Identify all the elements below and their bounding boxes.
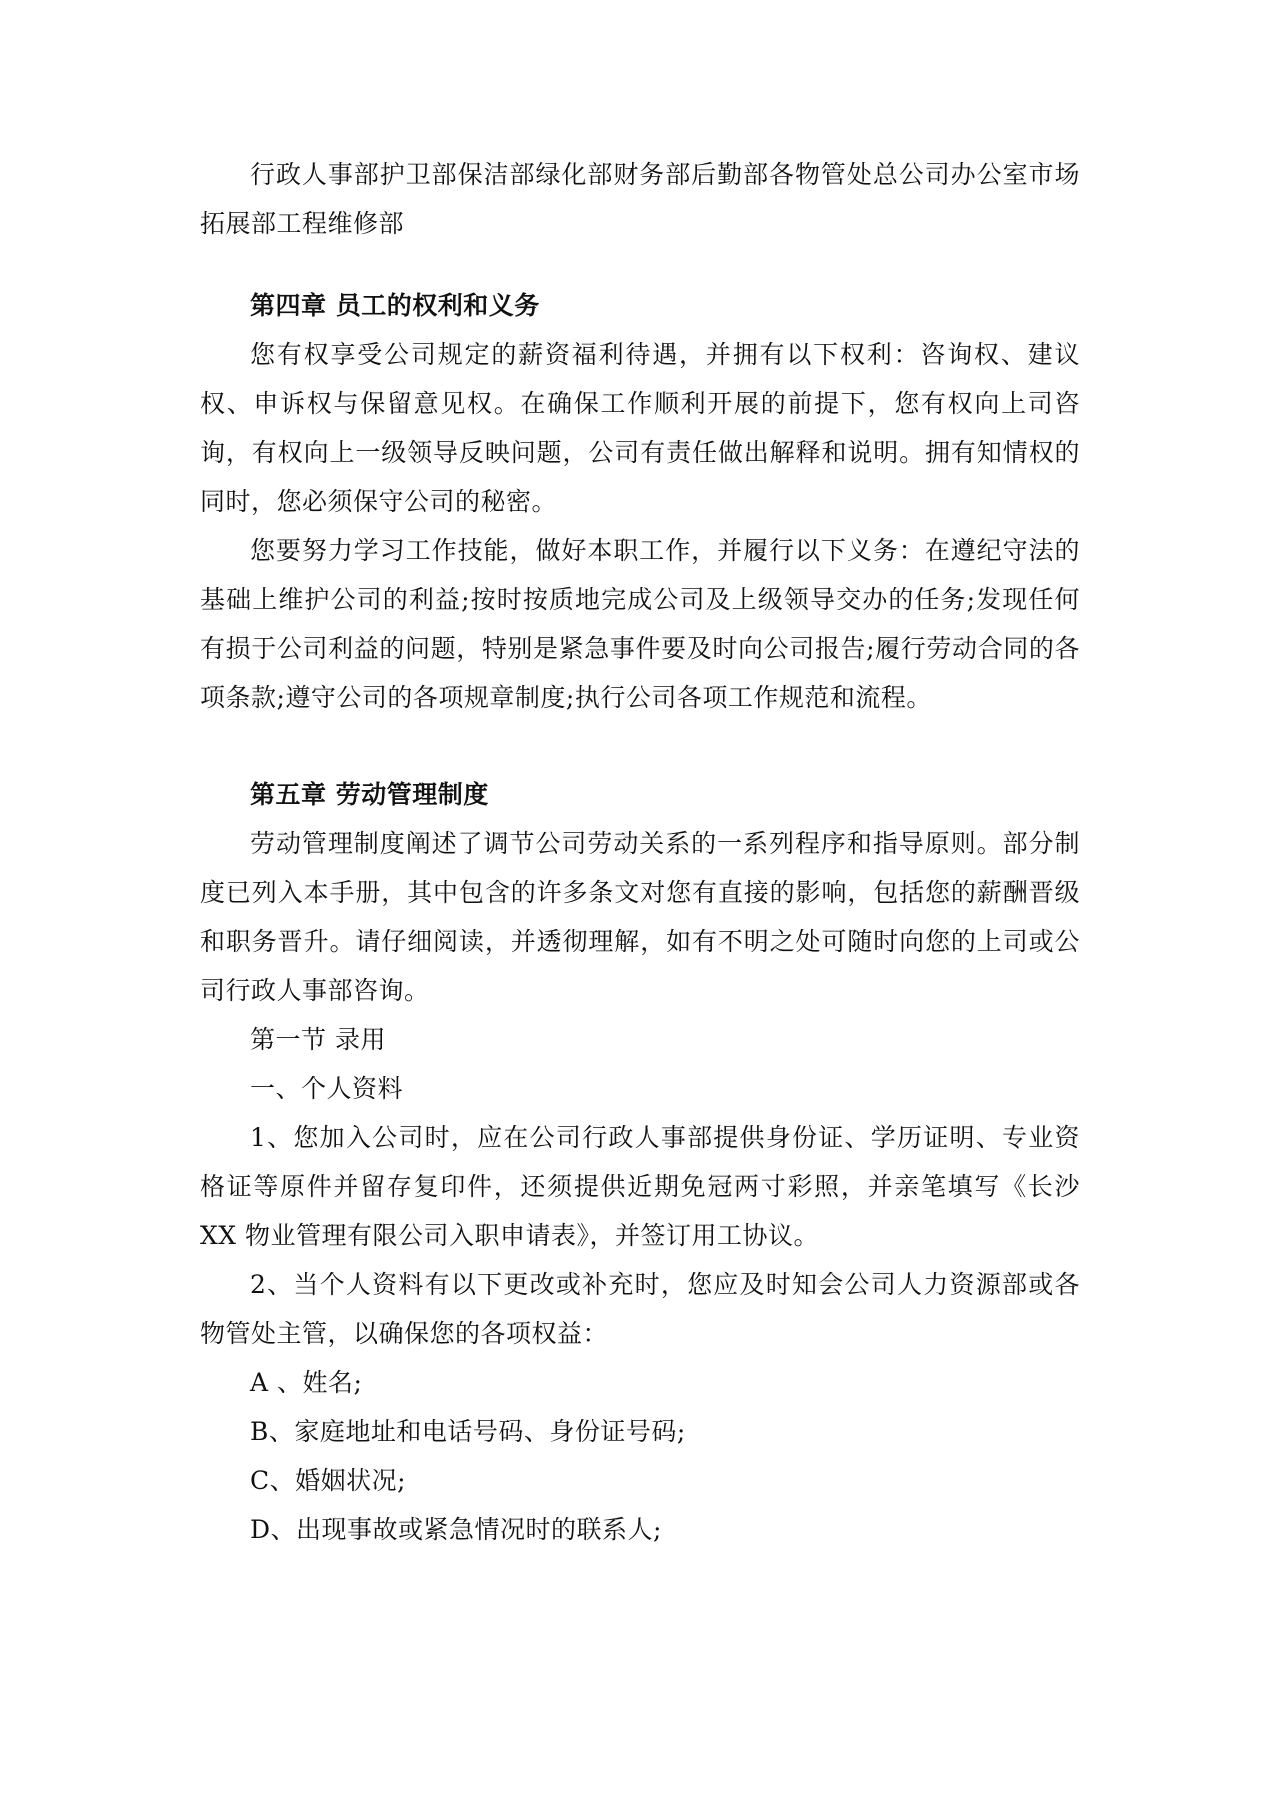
list-item-2: 2、当个人资料有以下更改或补充时，您应及时知会公司人力资源部或各物管处主管，以确保您的各项权益： xyxy=(200,1270,1080,1348)
document-page xyxy=(200,150,1080,1554)
list-item-1: 1、您加入公司时，应在公司行政人事部提供身份证、学历证明、专业资格证等原件并留存复印件，还须提供近期免冠两寸彩照，并亲笔填写《长沙 XX 物业管理有限公司入职申请表》，并签订用工协议。 xyxy=(200,1123,1080,1250)
spacer xyxy=(200,722,1080,770)
sub-item-a: A 、姓名; xyxy=(250,1368,363,1397)
departments-paragraph: 行政人事部护卫部保洁部绿化部财务部后勤部各物管处总公司办公室市场拓展部工程维修部 xyxy=(200,160,1080,238)
chapter-4-rights-paragraph: 您有权享受公司规定的薪资福利待遇，并拥有以下权利：咨询权、建议权、申诉权与保留意见权。在确保工作顺利开展的前提下，您有权向上司咨询，有权向上一级领导反映问题，公司有责任做出解释和说明。拥有知情权的同时，您必须保守公司的秘密。 xyxy=(200,340,1080,516)
section-title: 第一节 录用 xyxy=(250,1025,386,1054)
sub-item-b: B、家庭地址和电话号码、身份证号码; xyxy=(250,1417,686,1446)
sub-item-d: D、出现事故或紧急情况时的联系人; xyxy=(250,1515,662,1544)
chapter-4-duties-paragraph: 您要努力学习工作技能，做好本职工作，并履行以下义务：在遵纪守法的基础上维护公司的利益;按时按质地完成公司及上级领导交办的任务;发现任何有损于公司利益的问题，特别是紧急事件要及时向公司报告;履行劳动合同的各项条款;遵守公司的各项规章制度;执行公司各项工作规范和流程。 xyxy=(200,536,1080,712)
spacer xyxy=(200,248,1080,281)
chapter-5-title: 第五章 劳动管理制度 xyxy=(250,780,489,809)
chapter-5-intro-paragraph: 劳动管理制度阐述了调节公司劳动关系的一系列程序和指导原则。部分制度已列入本手册，其中包含的许多条文对您有直接的影响，包括您的薪酬晋级和职务晋升。请仔细阅读，并透彻理解，如有不明之处可随时向您的上司或公司行政人事部咨询。 xyxy=(200,829,1080,1005)
subsection-title: 一、个人资料 xyxy=(250,1074,404,1103)
sub-item-c: C、婚姻状况; xyxy=(250,1466,407,1495)
chapter-4-title: 第四章 员工的权利和义务 xyxy=(250,291,540,320)
